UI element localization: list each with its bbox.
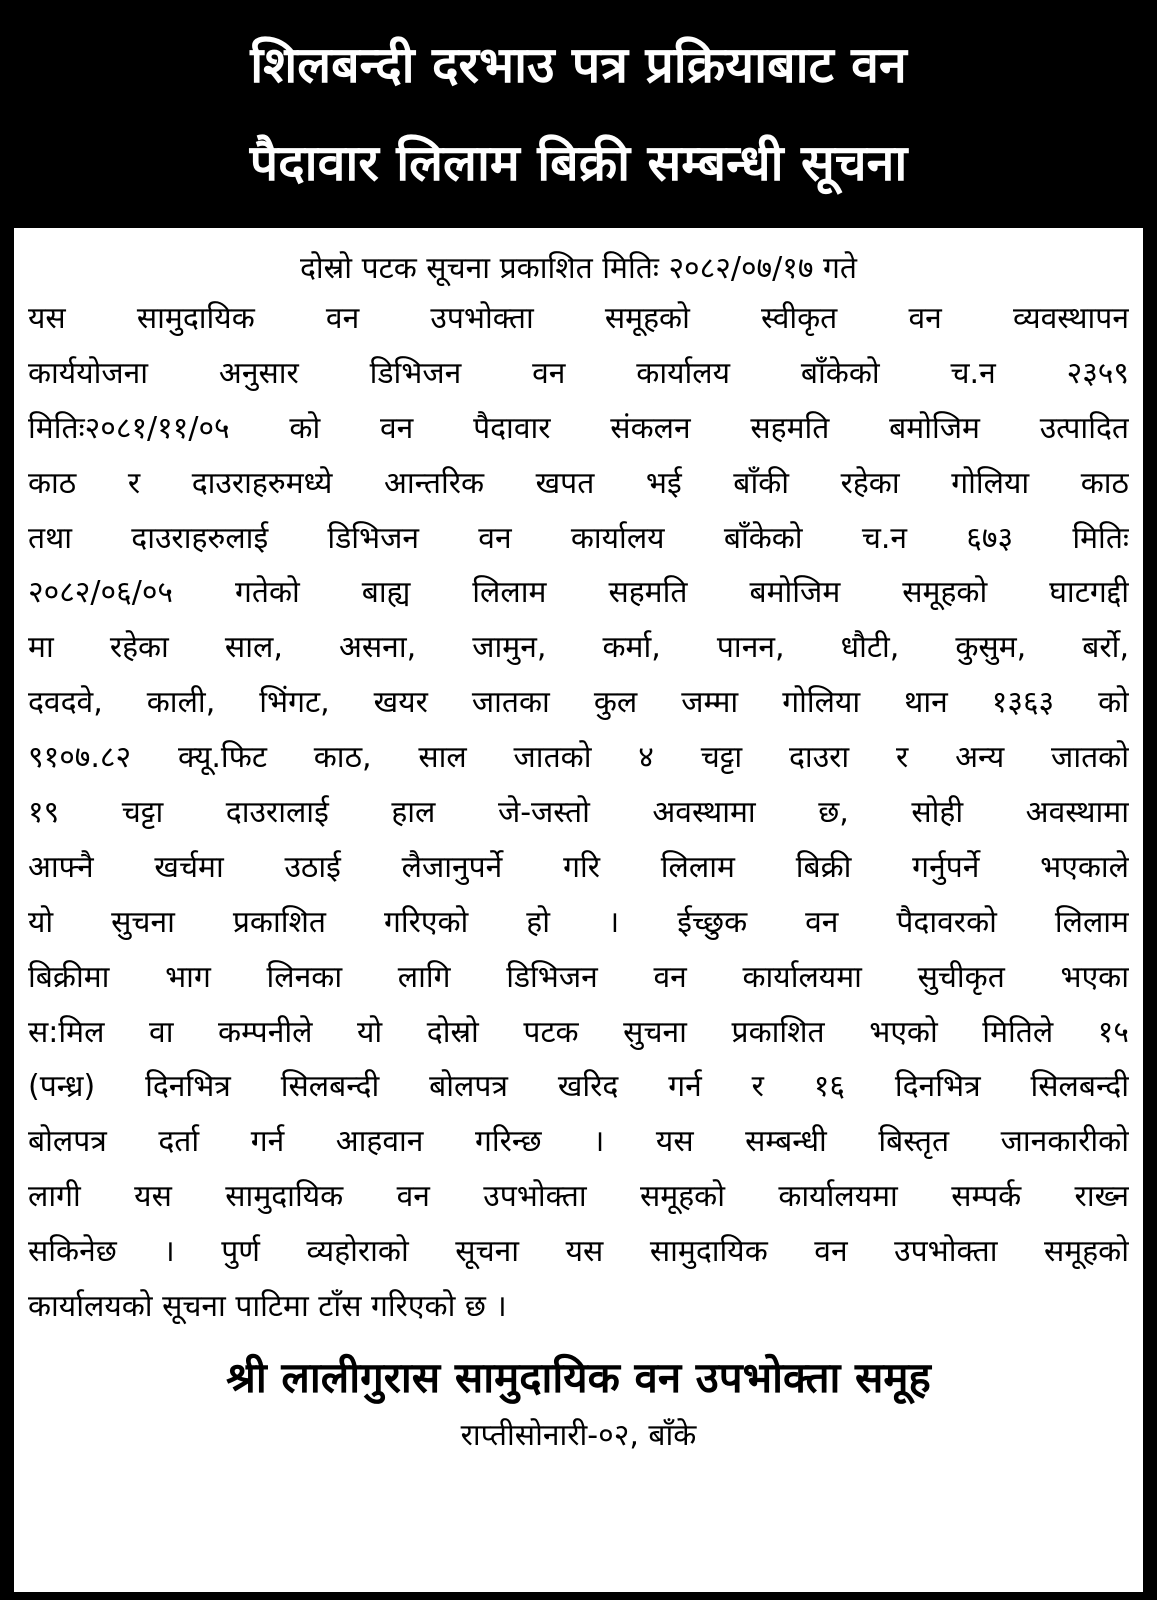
body-line: काठ र दाउराहरुमध्ये आन्तरिक खपत भई बाँकी रहेका गोलिया काठ [28, 465, 1129, 501]
title-line-2: पैदावार लिलाम बिक्री सम्बन्धी सूचना [249, 134, 908, 192]
organization-name: श्री लालीगुरास सामुदायिक वन उपभोक्ता समूह [226, 1352, 931, 1402]
body-line: ९१०७.८२ क्यू.फिट काठ, साल जातको ४ चट्टा दाउरा र अन्य जातको [28, 740, 1129, 776]
body-line: यो सुचना प्रकाशित गरिएको हो । ईच्छुक वन पैदावरको लिलाम [28, 904, 1129, 940]
body-line: १९ चट्टा दाउरालाई हाल जे-जस्तो अवस्थामा छ, सोही अवस्थामा [28, 795, 1129, 831]
body-line: मा रहेका साल, असना, जामुन, कर्मा, पानन, धौटी, कुसुम, बर्रो, [28, 630, 1129, 666]
body-line: कार्यालयको सूचना पाटिमा टाँस गरिएको छ । [28, 1289, 507, 1325]
body-line: सकिनेछ । पुर्ण व्यहोराको सूचना यस सामुदायिक वन उपभोक्ता समूहको [28, 1234, 1129, 1270]
body-line: २०८२/०६/०५ गतेको बाह्य लिलाम सहमति बमोजिम समूहको घाटगद्दी [28, 575, 1129, 611]
organization-address: राप्तीसोनारी-०२, बाँके [460, 1417, 697, 1453]
notice-body-text [28, 292, 1129, 1335]
body-line: लागी यस सामुदायिक वन उपभोक्ता समूहको कार्यालयमा सम्पर्क राख्न [28, 1179, 1129, 1215]
body-line: स:मिल वा कम्पनीले यो दोस्रो पटक सुचना प्रकाशित भएको मितिले १५ [28, 1014, 1129, 1050]
body-line: बोलपत्र दर्ता गर्न आहवान गरिन्छ । यस सम्बन्धी बिस्तृत जानकारीको [28, 1124, 1129, 1160]
body-line: दवदवे, काली, भिंगट, खयर जातका कुल जम्मा गोलिया थान १३६३ को [28, 685, 1129, 721]
notice-body-panel [14, 228, 1143, 1592]
body-line: तथा दाउराहरुलाई डिभिजन वन कार्यालय बाँकेको च.न ६७३ मितिः [28, 520, 1129, 556]
body-line: बिक्रीमा भाग लिनका लागि डिभिजन वन कार्यालयमा सुचीकृत भएका [28, 959, 1129, 995]
notice-title [14, 0, 1143, 228]
publication-date-line: दोस्रो पटक सूचना प्रकाशित मितिः २०८२/०७/१७ गते [299, 251, 857, 286]
body-line: कार्ययोजना अनुसार डिभिजन वन कार्यालय बाँकेको च.न २३५९ [28, 355, 1129, 391]
title-line-1: शिलबन्दी दरभाउ पत्र प्रक्रियाबाट वन [250, 36, 907, 94]
body-line: आफ्नै खर्चमा उठाई लैजानुपर्ने गरि लिलाम बिक्री गर्नुपर्ने भएकाले [28, 849, 1129, 885]
body-line: यस सामुदायिक वन उपभोक्ता समूहको स्वीकृत वन व्यवस्थापन [28, 301, 1129, 336]
body-line: मितिः२०८१/११/०५ को वन पैदावार संकलन सहमति बमोजिम उत्पादित [28, 410, 1129, 446]
body-line: (पन्ध्र) दिनभित्र सिलबन्दी बोलपत्र खरिद गर्न र १६ दिनभित्र सिलबन्दी [28, 1069, 1129, 1105]
